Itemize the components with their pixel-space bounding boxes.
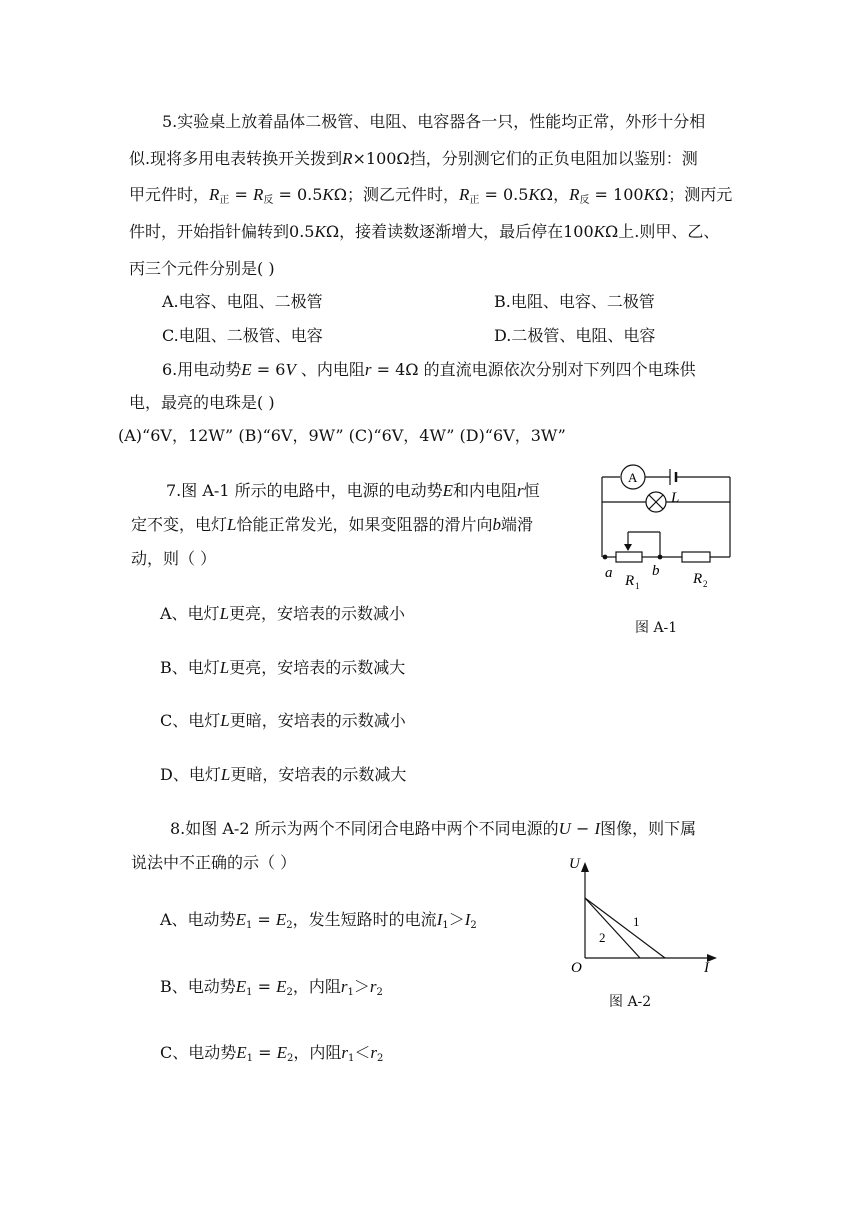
lamp-label: L: [671, 490, 680, 506]
q6-line-1: 6.用电动势E = 6V 、内电阻r = 4Ω 的直流电源依次分别对下列四个电珠供: [162, 360, 696, 379]
q8-option-c: C、电动势$E_1 = E_2$，内阻$r_1<r_2$: [160, 1043, 384, 1064]
q7-option-a: A、电灯L更亮，安培表的示数减小: [160, 604, 406, 623]
q7-option-d: D、电灯L更暗，安培表的示数减大: [160, 765, 407, 784]
graph-line-2: [585, 898, 640, 958]
q5-option-c: C.电阻、二极管、电容: [162, 326, 323, 345]
figure-a2-caption: 图 A-2: [609, 994, 652, 1010]
line-2-label: 2: [599, 930, 606, 945]
q6-options: (A)“6V，12W” (B)“6V，9W” (C)“6V，4W” (D)“6V，3W”: [118, 426, 566, 445]
q5-line-5: 丙三个元件分别是( ): [129, 259, 275, 278]
slider-arrow-icon: [624, 544, 632, 551]
q6-line-2: 电，最亮的电珠是( ): [129, 393, 275, 412]
q7-line-3: 动，则（ ）: [131, 549, 217, 568]
q7-line-2: 定不变，电灯L恰能正常发光，如果变阻器的滑片向b端滑: [131, 515, 534, 534]
r2-subscript: 2: [703, 579, 708, 589]
q8-line-2: 说法中不正确的示（ ）: [131, 853, 297, 872]
q8-option-b: B、电动势$E_1 = E_2$，内阻$r_1>r_2$: [160, 977, 383, 998]
q5-line-2: 似.现将多用电表转换开关拨到R×100Ω挡，分别测它们的正负电阻加以鉴别：测: [129, 149, 698, 168]
q5-line-3: 甲元件时，$R_正 = R_反 = 0.5K\Omega$；测乙元件时，$R_正 = 0.5K\Omega$，$R_反 = 100K\Omega$；测丙元: [129, 185, 733, 206]
q7-line-1: 7.图 A-1 所示的电路中，电源的电动势E和内电阻r恒: [166, 481, 540, 500]
r1-label: R: [625, 573, 635, 589]
q8-line-1: 8.如图 A-2 所示为两个不同闭合电路中两个不同电源的U − I图像，则下属: [170, 819, 697, 838]
q5-line-1: 5.实验桌上放着晶体二极管、电阻、电容器各一只，性能均正常，外形十分相: [162, 112, 706, 131]
u-axis-label: U: [569, 856, 580, 872]
rheostat-r1: [616, 552, 642, 562]
u-axis-arrow-icon: [581, 862, 589, 872]
graph-line-1: [585, 898, 665, 958]
r2-label: R: [693, 571, 703, 587]
figure-a1-caption: 图 A-1: [635, 620, 678, 636]
ammeter-label: A: [628, 470, 638, 485]
q7-option-c: C、电灯L更暗，安培表的示数减小: [160, 711, 406, 730]
line-1-label: 1: [633, 914, 640, 929]
q5-option-b: B.电阻、电容、二极管: [494, 292, 655, 311]
node-a-label: a: [605, 565, 613, 581]
q5-option-d: D.二极管、电阻、电容: [494, 326, 656, 345]
i-axis-label: I: [704, 960, 709, 976]
q8-option-a: A、电动势$E_1 = E_2$，发生短路时的电流$I_1>I_2$: [160, 910, 477, 931]
q7-option-b: B、电灯L更亮，安培表的示数减大: [160, 658, 406, 677]
resistor-r2: [682, 552, 710, 562]
node-a-dot: [603, 555, 608, 560]
node-b-dot: [658, 555, 663, 560]
ui-graph-a2: [565, 850, 725, 980]
q5-option-a: A.电容、电阻、二极管: [162, 292, 323, 311]
node-b-label: b: [652, 563, 660, 579]
q5-line-4: 件时，开始指针偏转到0.5KΩ，接着读数逐渐增大，最后停在100KΩ上.则甲、乙、: [129, 222, 720, 241]
r1-subscript: 1: [635, 581, 640, 591]
origin-label: O: [571, 960, 582, 976]
circuit-diagram-a1: [590, 455, 750, 605]
